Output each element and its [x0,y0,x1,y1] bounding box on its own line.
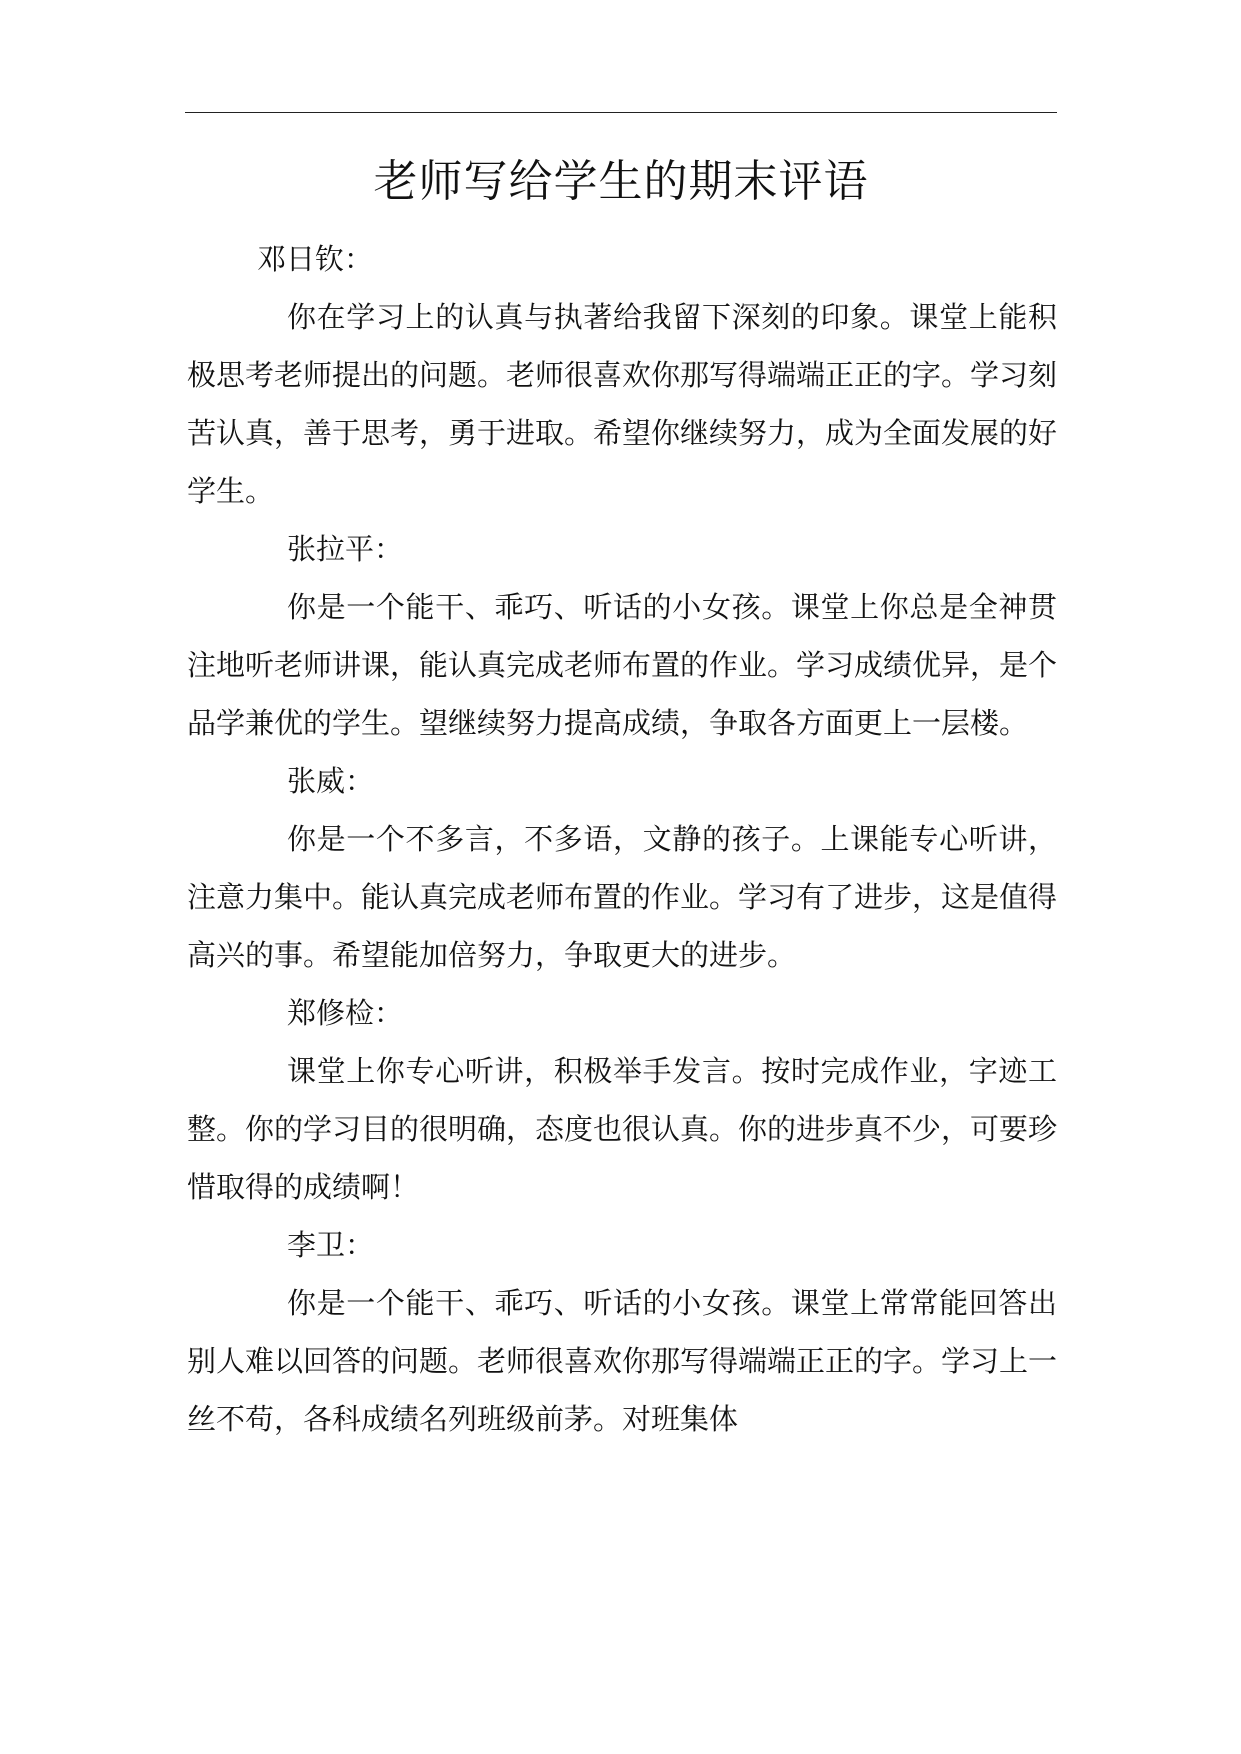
student-comment: 你在学习上的认真与执著给我留下深刻的印象。课堂上能积极思考老师提出的问题。老师很喜欢你那写得端端正正的字。学习刻苦认真，善于思考，勇于进取。希望你继续努力，成为全面发展的好学生。 [187,300,1058,508]
student-comment: 你是一个能干、乖巧、听话的小女孩。课堂上常常能回答出别人难以回答的问题。老师很喜欢你那写得端端正正的字。学习上一丝不苟，各科成绩名列班级前茅。对班集体 [187,1286,1058,1436]
student-comment: 你是一个能干、乖巧、听话的小女孩。课堂上你总是全神贯注地听老师讲课，能认真完成老师布置的作业。学习成绩优异，是个品学兼优的学生。望继续努力提高成绩，争取各方面更上一层楼。 [187,590,1058,740]
student-name: 邓日钦： [257,242,374,276]
student-name: 李卫： [287,1228,375,1262]
document-title: 老师写给学生的期末评语 [373,156,869,207]
student-name: 张拉平： [287,532,404,566]
document-body [187,230,1057,1448]
header-rule [185,112,1057,113]
student-name: 郑修检： [287,996,404,1030]
student-comment: 课堂上你专心听讲，积极举手发言。按时完成作业，字迹工整。你的学习目的很明确，态度也很认真。你的进步真不少，可要珍惜取得的成绩啊！ [187,1054,1058,1204]
student-name: 张威： [287,764,375,798]
student-comment: 你是一个不多言，不多语，文静的孩子。上课能专心听讲，注意力集中。能认真完成老师布置的作业。学习有了进步，这是值得高兴的事。希望能加倍努力，争取更大的进步。 [187,822,1058,972]
